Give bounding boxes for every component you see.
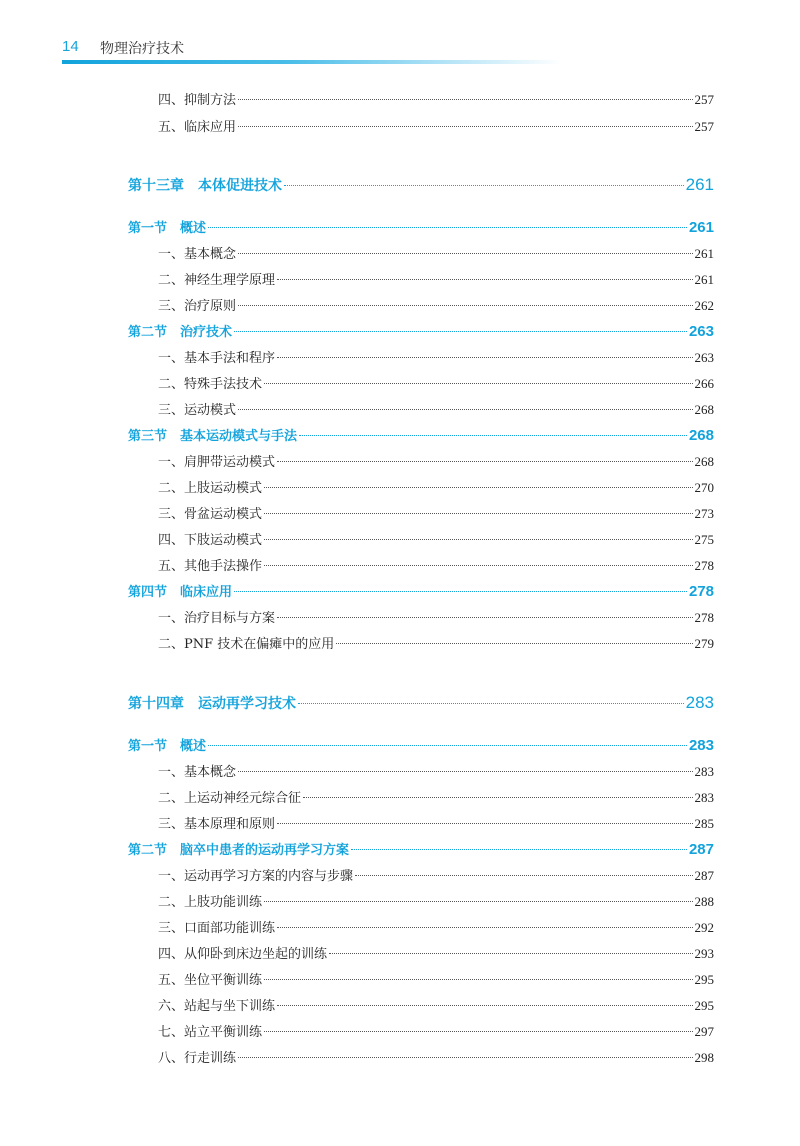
- toc-page-number: 279: [694, 636, 714, 651]
- toc-item[interactable]: [158, 477, 714, 496]
- toc-entry-label: 七、站立平衡训练: [158, 1025, 263, 1040]
- toc-section[interactable]: [128, 735, 714, 754]
- toc-page-number: 268: [694, 402, 714, 417]
- page-number: 14: [62, 38, 79, 55]
- dot-leader: [238, 99, 692, 100]
- dot-leader: [277, 357, 692, 358]
- dot-leader: [238, 126, 692, 127]
- toc-item[interactable]: [158, 399, 714, 418]
- toc-section[interactable]: [128, 581, 714, 600]
- toc-page-number: 287: [694, 868, 714, 883]
- toc-entry-label: 三、口面部功能训练: [158, 921, 276, 936]
- toc-page-number: 278: [688, 583, 714, 600]
- toc-page-number: 261: [685, 175, 714, 194]
- dot-leader: [238, 771, 692, 772]
- page-header: [62, 36, 742, 68]
- toc-entry-label: 第三节 基本运动模式与手法: [128, 429, 298, 444]
- toc-page-number: 298: [694, 1050, 714, 1065]
- toc-item[interactable]: [158, 761, 714, 780]
- toc-entry-label: 第一节 概述: [128, 221, 207, 236]
- toc-item[interactable]: [158, 1021, 714, 1040]
- dot-leader: [355, 875, 692, 876]
- toc-item[interactable]: [158, 787, 714, 806]
- toc-item[interactable]: [158, 243, 714, 262]
- dot-leader: [264, 565, 692, 566]
- toc-page-number: 263: [688, 323, 714, 340]
- toc-page-number: 263: [694, 350, 714, 365]
- toc-entry-label: 二、上肢功能训练: [158, 895, 263, 910]
- toc-item[interactable]: [158, 269, 714, 288]
- toc-page-number: 273: [694, 506, 714, 521]
- toc-item[interactable]: [158, 633, 714, 652]
- toc-item[interactable]: [158, 373, 714, 392]
- toc-entry-label: 一、运动再学习方案的内容与步骤: [158, 869, 354, 884]
- toc-page-number: 261: [694, 272, 714, 287]
- toc-page-number: 285: [694, 816, 714, 831]
- dot-leader: [298, 703, 684, 704]
- header-rule: [62, 60, 562, 64]
- toc-page-number: 295: [694, 998, 714, 1013]
- dot-leader: [351, 849, 687, 850]
- toc-page-number: 295: [694, 972, 714, 987]
- dot-leader: [234, 331, 687, 332]
- toc-entry-label: 二、特殊手法技术: [158, 377, 263, 392]
- toc-entry-label: 一、基本概念: [158, 247, 237, 262]
- toc-item[interactable]: [158, 891, 714, 910]
- toc-item[interactable]: [158, 529, 714, 548]
- toc-entry-label: 第二节 治疗技术: [128, 325, 233, 340]
- dot-leader: [277, 617, 692, 618]
- toc-item[interactable]: [158, 555, 714, 574]
- toc-page-number: 278: [694, 610, 714, 625]
- toc-item[interactable]: [158, 943, 714, 962]
- dot-leader: [238, 1057, 692, 1058]
- toc-page-number: 262: [694, 298, 714, 313]
- toc-entry-label: 第十四章 运动再学习技术: [128, 696, 296, 712]
- toc-page-number: 257: [694, 119, 714, 134]
- toc-entry-label: 二、神经生理学原理: [158, 273, 276, 288]
- toc-item[interactable]: [158, 917, 714, 936]
- dot-leader: [264, 539, 692, 540]
- toc-item[interactable]: [158, 347, 714, 366]
- toc-chapter[interactable]: [128, 175, 714, 195]
- toc-entry-label: 第四节 临床应用: [128, 585, 233, 600]
- toc-section[interactable]: [128, 839, 714, 858]
- toc-page-number: 268: [694, 454, 714, 469]
- toc-page-number: 257: [694, 92, 714, 107]
- toc-entry-label: 五、坐位平衡训练: [158, 973, 263, 988]
- toc-page-number: 283: [685, 693, 714, 712]
- toc-entry-label: 第十三章 本体促进技术: [128, 178, 282, 194]
- dot-leader: [264, 979, 692, 980]
- toc-page-number: 292: [694, 920, 714, 935]
- toc-item[interactable]: [158, 865, 714, 884]
- dot-leader: [238, 305, 692, 306]
- dot-leader: [208, 227, 687, 228]
- toc-page-number: 266: [694, 376, 714, 391]
- dot-leader: [277, 823, 692, 824]
- toc-item[interactable]: [158, 503, 714, 522]
- toc-entry-label: 四、抑制方法: [158, 93, 237, 108]
- dot-leader: [299, 435, 687, 436]
- toc-section[interactable]: [128, 425, 714, 444]
- toc-page-number: 261: [694, 246, 714, 261]
- toc-item[interactable]: [158, 116, 714, 135]
- dot-leader: [234, 591, 687, 592]
- dot-leader: [303, 797, 692, 798]
- toc-page-number: 268: [688, 427, 714, 444]
- toc-item[interactable]: [158, 89, 714, 108]
- dot-leader: [284, 185, 684, 186]
- dot-leader: [336, 643, 692, 644]
- toc-entry-label: 二、上运动神经元综合征: [158, 791, 302, 806]
- toc-item[interactable]: [158, 1047, 714, 1066]
- toc-entry-label: 一、基本概念: [158, 765, 237, 780]
- toc-entry-label: 二、PNF 技术在偏瘫中的应用: [158, 637, 335, 652]
- dot-leader: [277, 927, 692, 928]
- toc-entry-label: 一、肩胛带运动模式: [158, 455, 276, 470]
- toc-entry-label: 四、从仰卧到床边坐起的训练: [158, 947, 328, 962]
- dot-leader: [264, 487, 692, 488]
- dot-leader: [238, 409, 692, 410]
- dot-leader: [264, 513, 692, 514]
- toc-page-number: 288: [694, 894, 714, 909]
- toc-page-number: 270: [694, 480, 714, 495]
- book-title: 物理治疗技术: [100, 41, 184, 57]
- toc-page-number: 287: [688, 841, 714, 858]
- dot-leader: [277, 279, 692, 280]
- toc-section[interactable]: [128, 217, 714, 236]
- dot-leader: [208, 745, 687, 746]
- toc-item[interactable]: [158, 995, 714, 1014]
- toc-page-number: 293: [694, 946, 714, 961]
- dot-leader: [277, 461, 692, 462]
- toc-entry-label: 一、治疗目标与方案: [158, 611, 276, 626]
- dot-leader: [264, 383, 692, 384]
- toc-entry-label: 三、运动模式: [158, 403, 237, 418]
- toc-page-number: 275: [694, 532, 714, 547]
- toc-entry-label: 一、基本手法和程序: [158, 351, 276, 366]
- toc-entry-label: 五、临床应用: [158, 120, 237, 135]
- toc-entry-label: 三、骨盆运动模式: [158, 507, 263, 522]
- toc-entry-label: 八、行走训练: [158, 1051, 237, 1066]
- toc-entry-label: 第二节 脑卒中患者的运动再学习方案: [128, 843, 350, 858]
- toc-page-number: 278: [694, 558, 714, 573]
- toc-entry-label: 四、下肢运动模式: [158, 533, 263, 548]
- toc-section[interactable]: [128, 321, 714, 340]
- toc-entry-label: 第一节 概述: [128, 739, 207, 754]
- toc-entry-label: 二、上肢运动模式: [158, 481, 263, 496]
- toc-entry-label: 三、治疗原则: [158, 299, 237, 314]
- toc-item[interactable]: [158, 451, 714, 470]
- dot-leader: [264, 1031, 692, 1032]
- toc-chapter[interactable]: [128, 693, 714, 713]
- toc-page-number: 297: [694, 1024, 714, 1039]
- dot-leader: [264, 901, 692, 902]
- dot-leader: [238, 253, 692, 254]
- toc-entry-label: 五、其他手法操作: [158, 559, 263, 574]
- dot-leader: [329, 953, 692, 954]
- toc-item[interactable]: [158, 969, 714, 988]
- toc-entry-label: 三、基本原理和原则: [158, 817, 276, 832]
- toc-page-number: 283: [694, 764, 714, 779]
- toc-page-number: 283: [688, 737, 714, 754]
- toc-item[interactable]: [158, 295, 714, 314]
- toc-page-number: 283: [694, 790, 714, 805]
- toc-item[interactable]: [158, 813, 714, 832]
- toc-entry-label: 六、站起与坐下训练: [158, 999, 276, 1014]
- toc-item[interactable]: [158, 607, 714, 626]
- toc-page-number: 261: [688, 219, 714, 236]
- dot-leader: [277, 1005, 692, 1006]
